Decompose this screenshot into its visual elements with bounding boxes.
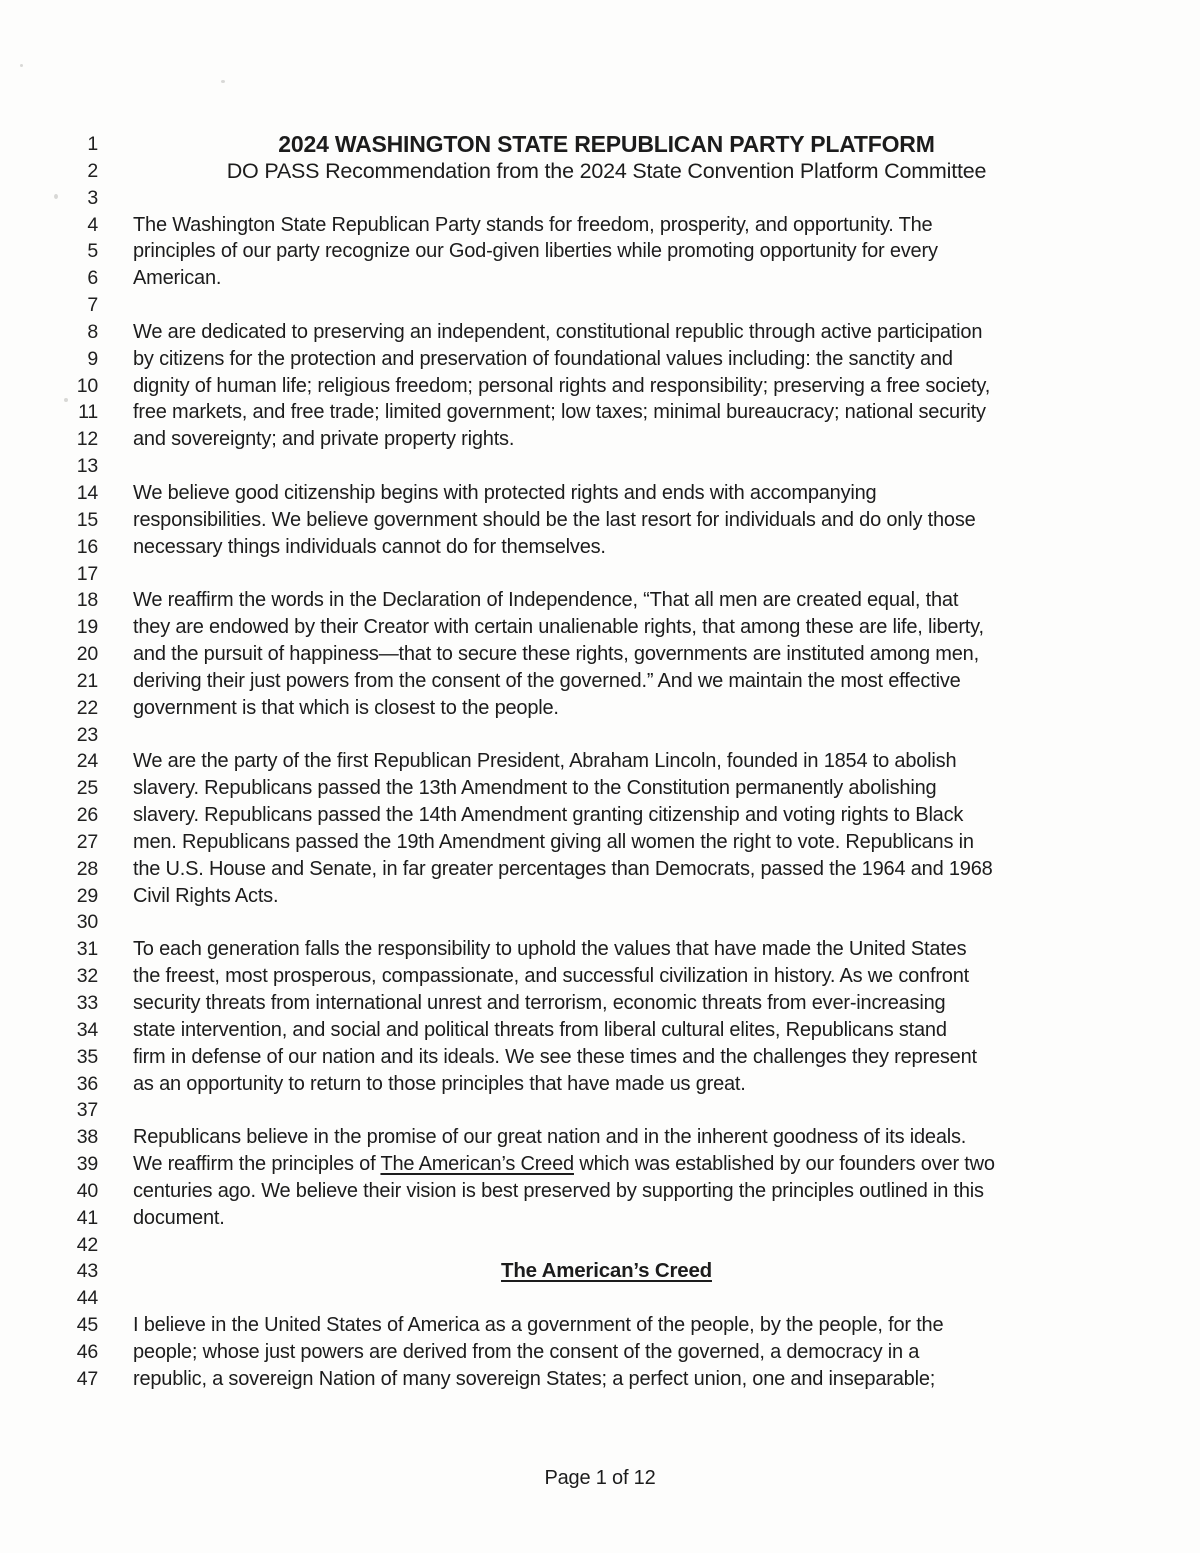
- document-line: [0, 722, 1200, 749]
- line-text: [133, 909, 1080, 936]
- line-number: 15: [76, 508, 98, 531]
- text-segment: DO PASS Recommendation from the 2024 State Convention Platform Committee: [226, 158, 987, 183]
- document-line: [0, 1205, 1200, 1232]
- line-number: 34: [76, 1018, 98, 1041]
- line-text: [133, 1124, 1080, 1151]
- line-text: [133, 1071, 1080, 1098]
- document-line: [0, 238, 1200, 265]
- text-segment: government is that which is closest to the people.: [133, 696, 559, 719]
- document-line: [0, 1124, 1200, 1151]
- text-segment: The Washington State Republican Party stands for freedom, prosperity, and opportunity. The: [133, 213, 933, 236]
- text-segment: We are the party of the first Republican President, Abraham Lincoln, founded in 1854 to abolish: [133, 750, 957, 773]
- line-number: 35: [76, 1045, 98, 1068]
- line-number: 7: [87, 294, 98, 317]
- text-segment: I believe in the United States of America as a government of the people, by the people, for the: [133, 1314, 944, 1337]
- line-text: [133, 1205, 1080, 1232]
- line-number: 47: [76, 1367, 98, 1390]
- line-number: 20: [76, 643, 98, 666]
- document-line: [0, 561, 1200, 588]
- document-line: [0, 748, 1200, 775]
- line-text: [133, 238, 1080, 265]
- document-line: [0, 1017, 1200, 1044]
- line-text: [133, 212, 1080, 239]
- text-segment: the U.S. House and Senate, in far greater percentages than Democrats, passed the 1964 and 1968: [133, 857, 993, 880]
- line-number: 23: [76, 723, 98, 746]
- line-text: [133, 480, 1080, 507]
- text-segment: We believe good citizenship begins with protected rights and ends with accompanying: [133, 481, 877, 504]
- text-segment: slavery. Republicans passed the 13th Amendment to the Constitution permanently abolishing: [133, 777, 937, 800]
- line-number: 11: [78, 401, 98, 424]
- line-text: [133, 534, 1080, 561]
- document-line: [0, 614, 1200, 641]
- line-number: 43: [76, 1260, 98, 1283]
- document-line: [0, 212, 1200, 239]
- line-text: [133, 131, 1080, 158]
- line-text: [133, 668, 1080, 695]
- line-number: 1: [87, 133, 98, 155]
- document-line: [0, 185, 1200, 212]
- line-text: [133, 1044, 1080, 1071]
- line-number: 16: [76, 535, 98, 558]
- text-segment: We are dedicated to preserving an independent, constitutional republic through active participation: [133, 320, 983, 343]
- line-number: 44: [76, 1287, 98, 1310]
- document-line: [0, 856, 1200, 883]
- text-segment: state intervention, and social and political threats from liberal cultural elites, Republicans stand: [133, 1018, 947, 1041]
- line-text: [133, 1017, 1080, 1044]
- line-number: 5: [87, 240, 98, 263]
- line-number: 42: [76, 1233, 98, 1256]
- line-text: [133, 1312, 1080, 1339]
- text-segment: and the pursuit of happiness—that to secure these rights, governments are instituted among men,: [133, 643, 979, 666]
- document-line: [0, 265, 1200, 292]
- document-line: [0, 292, 1200, 319]
- line-number: 9: [87, 347, 98, 370]
- line-text: [133, 373, 1080, 400]
- document-line: [0, 1312, 1200, 1339]
- document-line: [0, 480, 1200, 507]
- text-segment: Civil Rights Acts.: [133, 884, 279, 907]
- line-number: 2: [87, 159, 98, 182]
- line-text: [133, 990, 1080, 1017]
- line-number: 24: [76, 750, 98, 773]
- document-line: [0, 534, 1200, 561]
- line-number: 3: [87, 186, 98, 209]
- line-number: 28: [76, 857, 98, 880]
- document-line: [0, 1366, 1200, 1393]
- line-number: 17: [76, 562, 98, 585]
- text-segment: and sovereignty; and private property rights.: [133, 428, 515, 451]
- document-line: [0, 158, 1200, 185]
- text-segment: firm in defense of our nation and its ideals. We see these times and the challenges they represent: [133, 1045, 977, 1068]
- line-text: [133, 641, 1080, 668]
- document-line: [0, 1339, 1200, 1366]
- line-text: [133, 722, 1080, 749]
- line-text: [133, 265, 1080, 292]
- document-line: [0, 399, 1200, 426]
- line-text: [133, 936, 1080, 963]
- line-text: [133, 829, 1080, 856]
- line-number: 45: [76, 1314, 98, 1337]
- line-number: 46: [76, 1340, 98, 1363]
- line-number: 4: [87, 213, 98, 236]
- line-number: 29: [76, 884, 98, 907]
- line-text: [133, 775, 1080, 802]
- line-number: 31: [76, 938, 98, 961]
- document-line: [0, 1151, 1200, 1178]
- line-text: [133, 1366, 1080, 1393]
- line-number: 38: [76, 1126, 98, 1149]
- document-line: [0, 373, 1200, 400]
- document-line: [0, 426, 1200, 453]
- document-line: [0, 1044, 1200, 1071]
- document-line: [0, 963, 1200, 990]
- line-number: 30: [76, 911, 98, 934]
- text-segment: security threats from international unrest and terrorism, economic threats from ever-increasing: [133, 992, 946, 1014]
- underlined-text: The American’s Creed: [380, 1153, 574, 1176]
- line-text: [133, 185, 1080, 212]
- text-segment: centuries ago. We believe their vision is best preserved by supporting the principles outlined in this: [133, 1179, 984, 1202]
- line-number: 22: [76, 696, 98, 719]
- document-line: [0, 587, 1200, 614]
- scan-artifact: [221, 80, 225, 83]
- line-text: [133, 1178, 1080, 1205]
- text-segment: principles of our party recognize our God-given liberties while promoting opportunity for every: [133, 240, 938, 263]
- line-number: 40: [76, 1179, 98, 1202]
- text-segment: dignity of human life; religious freedom; personal rights and responsibility; preserving a free society,: [133, 374, 991, 397]
- document-line: [0, 319, 1200, 346]
- document-line: [0, 1285, 1200, 1312]
- text-segment: by citizens for the protection and preservation of foundational values including: the sanctity and: [133, 347, 953, 370]
- text-segment: We reaffirm the principles of: [133, 1153, 381, 1176]
- line-number: 21: [76, 669, 98, 692]
- line-number: 27: [76, 830, 98, 853]
- line-text: [133, 292, 1080, 319]
- line-number: 18: [76, 589, 98, 612]
- line-text: [133, 748, 1080, 775]
- text-segment: Republicans believe in the promise of our great nation and in the inherent goodness of its ideals.: [133, 1126, 967, 1149]
- line-number: 14: [76, 481, 98, 504]
- text-segment: people; whose just powers are derived from the consent of the governed, a democracy in a: [133, 1340, 920, 1363]
- text-segment: responsibilities. We believe government should be the last resort for individuals and do only those: [133, 508, 976, 531]
- document-line: [0, 695, 1200, 722]
- document-line: [0, 1258, 1200, 1285]
- line-text: [133, 614, 1080, 641]
- line-number: 25: [76, 777, 98, 800]
- line-number: 39: [76, 1153, 98, 1176]
- document-line: [0, 668, 1200, 695]
- document-line: [0, 131, 1200, 158]
- line-number: 37: [76, 1099, 98, 1122]
- line-number: 33: [76, 992, 98, 1014]
- underlined-text: The American’s Creed: [501, 1259, 712, 1283]
- line-text: [133, 426, 1080, 453]
- line-text: [133, 346, 1080, 373]
- line-text: [133, 1151, 1080, 1178]
- text-segment: they are endowed by their Creator with certain unalienable rights, that among these are life, liberty,: [133, 616, 984, 639]
- text-segment: which was established by our founders over two: [573, 1153, 995, 1176]
- line-number: 13: [76, 455, 98, 478]
- line-text: [133, 963, 1080, 990]
- line-number: 26: [76, 804, 98, 827]
- line-number: 12: [76, 428, 98, 451]
- line-text: [133, 1097, 1080, 1124]
- text-segment: free markets, and free trade; limited government; low taxes; minimal bureaucracy; national security: [133, 401, 986, 424]
- document-line: [0, 346, 1200, 373]
- text-segment: American.: [133, 267, 222, 290]
- text-segment: To each generation falls the responsibility to uphold the values that have made the United States: [133, 938, 967, 961]
- line-number: 10: [76, 374, 98, 397]
- line-text: [133, 856, 1080, 883]
- document-line: [0, 1232, 1200, 1259]
- line-number: 6: [87, 267, 98, 290]
- line-text: [133, 1339, 1080, 1366]
- text-segment: document.: [133, 1206, 225, 1229]
- line-number: 41: [76, 1206, 98, 1229]
- document-line: [0, 641, 1200, 668]
- line-text: [133, 507, 1080, 534]
- scan-artifact: [20, 64, 23, 67]
- line-number: 32: [76, 965, 98, 988]
- line-number: 36: [76, 1072, 98, 1095]
- text-segment: slavery. Republicans passed the 14th Amendment granting citizenship and voting rights to Black: [133, 804, 964, 827]
- document-line: [0, 1071, 1200, 1098]
- document-line: [0, 936, 1200, 963]
- scan-artifact: [64, 398, 68, 402]
- scan-artifact: [54, 194, 58, 199]
- line-number: 19: [76, 616, 98, 639]
- line-text: [133, 453, 1080, 480]
- text-segment: necessary things individuals cannot do for themselves.: [133, 535, 606, 558]
- text-segment: deriving their just powers from the consent of the governed.” And we maintain the most effective: [133, 669, 961, 692]
- line-text: [133, 883, 1080, 910]
- text-segment: men. Republicans passed the 19th Amendment giving all women the right to vote. Republicans in: [133, 830, 974, 853]
- text-segment: the freest, most prosperous, compassionate, and successful civilization in history. As we confront: [133, 965, 969, 988]
- line-text: [133, 399, 1080, 426]
- document-line: [0, 775, 1200, 802]
- line-text: [133, 1285, 1080, 1312]
- text-segment: We reaffirm the words in the Declaration of Independence, “That all men are created equal, that: [133, 589, 959, 612]
- text-segment: 2024 WASHINGTON STATE REPUBLICAN PARTY PLATFORM: [278, 131, 935, 157]
- line-text: [133, 1258, 1080, 1285]
- line-text: [133, 802, 1080, 829]
- line-text: [133, 561, 1080, 588]
- document-line: [0, 909, 1200, 936]
- document-line: [0, 1097, 1200, 1124]
- line-text: [133, 319, 1080, 346]
- document-line: [0, 453, 1200, 480]
- text-segment: republic, a sovereign Nation of many sovereign States; a perfect union, one and inseparable;: [133, 1367, 936, 1390]
- line-text: [133, 587, 1080, 614]
- text-segment: as an opportunity to return to those principles that have made us great.: [133, 1072, 746, 1095]
- document-line: [0, 990, 1200, 1017]
- line-text: [133, 695, 1080, 722]
- document-line: [0, 1178, 1200, 1205]
- line-text: [133, 158, 1080, 185]
- line-number: 8: [87, 320, 98, 343]
- document-line: [0, 829, 1200, 856]
- document-line: [0, 883, 1200, 910]
- document-line: [0, 507, 1200, 534]
- line-text: [133, 1232, 1080, 1259]
- page-footer: Page 1 of 12: [544, 1466, 656, 1489]
- document-line: [0, 802, 1200, 829]
